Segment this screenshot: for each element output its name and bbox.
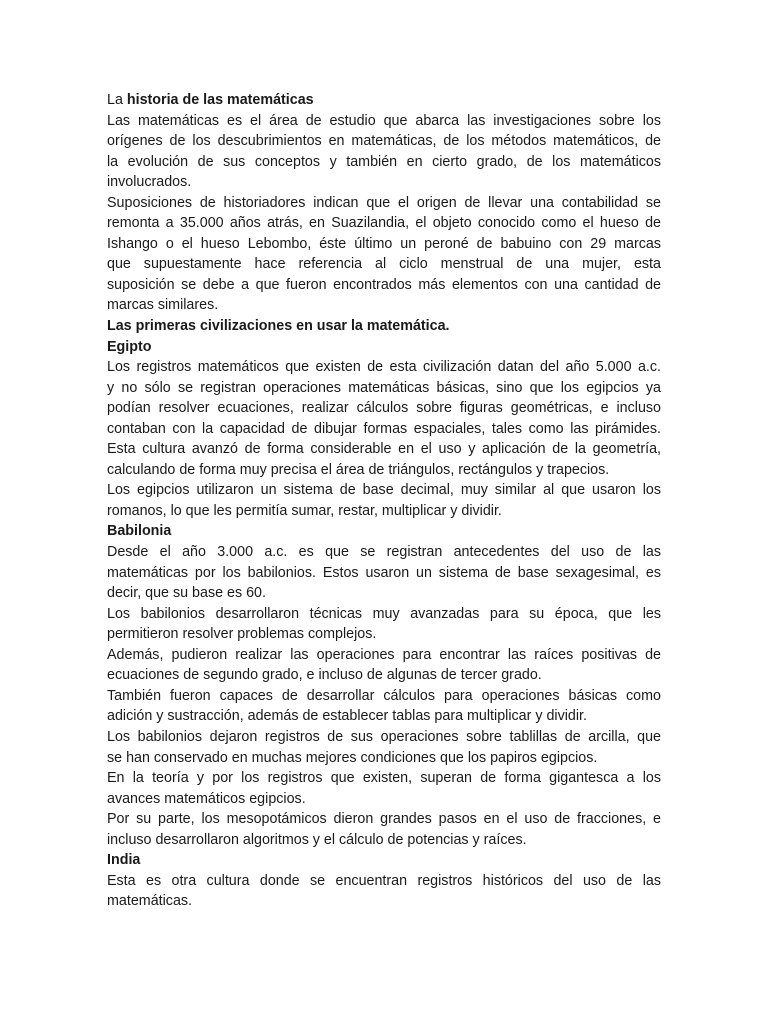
text-line: decir, que su base es 60. [107,585,266,602]
heading-text: Las primeras civilizaciones en usar la matemática. [107,318,450,335]
text-line: involucrados. [107,174,192,191]
text-line: calculando de forma muy precisa el área de triángulos, rectángulos y trapecios. [107,461,610,478]
heading-text: India [107,852,141,869]
text-line: marcas similares. [107,297,219,314]
document-body [107,111,661,912]
text-line: En la teoría y por los registros que existen, superan de forma gigantesca a los [107,770,661,787]
section-heading [107,850,661,871]
section-heading [107,337,661,358]
text-line: Esta es otra cultura donde se encuentran registros históricos del uso de las [107,872,661,889]
text-line: Esta cultura avanzó de forma considerable en el uso y aplicación de la geometría, [107,441,661,458]
text-line: También fueron capaces de desarrollar cálculos para operaciones básicas como [107,687,661,704]
heading-text: Babilonia [107,523,172,540]
text-line: Los babilonios desarrollaron técnicas muy avanzadas para su época, que les [107,605,661,622]
text-line: que supuestamente hace referencia al ciclo menstrual de una mujer, esta [107,256,661,273]
text-line: ecuaciones de segundo grado, e incluso de algunas de tercer grado. [107,667,542,684]
text-line: Desde el año 3.000 a.c. es que se registran antecedentes del uso de las [107,544,661,561]
document-title [107,90,661,111]
text-line: podían resolver ecuaciones, realizar cálculos sobre figuras geométricas, e incluso [107,400,661,417]
text-line: remonta a 35.000 años atrás, en Suazilandia, el objeto conocido como el hueso de [107,215,661,232]
text-line: se han conservado en muchas mejores condiciones que los papiros egipcios. [107,749,598,766]
title-bold: historia de las matemáticas [126,92,314,108]
section-heading [107,316,661,337]
text-line: matemáticas. [107,893,193,910]
text-line: suposición se debe a que fueron encontrados más elementos con una cantidad de [107,276,661,293]
title-prefix: La [107,92,127,108]
heading-text: Egipto [107,338,152,355]
section-heading [107,521,661,542]
text-line: Los egipcios utilizaron un sistema de base decimal, muy similar al que usaron los [107,482,661,499]
text-line: incluso desarrollaron algoritmos y el cálculo de potencias y raíces. [107,831,527,848]
text-line: romanos, lo que les permitía sumar, restar, multiplicar y dividir. [107,502,502,519]
text-line: Además, pudieron realizar las operaciones para encontrar las raíces positivas de [107,646,661,663]
text-line: la evolución de sus conceptos y también en cierto grado, de los matemáticos [107,153,661,170]
text-line: Los babilonios dejaron registros de sus operaciones sobre tablillas de arcilla, que [107,728,661,745]
text-line: y no sólo se registran operaciones matemáticas básicas, sino que los egipcios ya [107,379,661,396]
text-line: adición y sustracción, además de establecer tablas para multiplicar y dividir. [107,708,587,725]
text-line: Ishango o el hueso Lebombo, éste último un peroné de babuino con 29 marcas [107,235,661,252]
text-line: contaban con la capacidad de dibujar formas espaciales, tales como las pirámides. [107,420,661,437]
text-line: Por su parte, los mesopotámicos dieron grandes pasos en el uso de fracciones, e [107,811,661,828]
text-line: orígenes de los descubrimientos en matemáticas, de los métodos matemáticos, de [107,133,661,150]
text-line: Suposiciones de historiadores indican que el origen de llevar una contabilidad se [107,194,661,211]
text-line: permitieron resolver problemas complejos. [107,626,377,643]
text-line: avances matemáticos egipcios. [107,790,306,807]
text-line: Las matemáticas es el área de estudio que abarca las investigaciones sobre los [107,112,661,129]
text-line: Los registros matemáticos que existen de esta civilización datan del año 5.000 a.c. [107,359,661,376]
text-line: matemáticas por los babilonios. Estos usaron un sistema de base sexagesimal, es [107,564,661,581]
